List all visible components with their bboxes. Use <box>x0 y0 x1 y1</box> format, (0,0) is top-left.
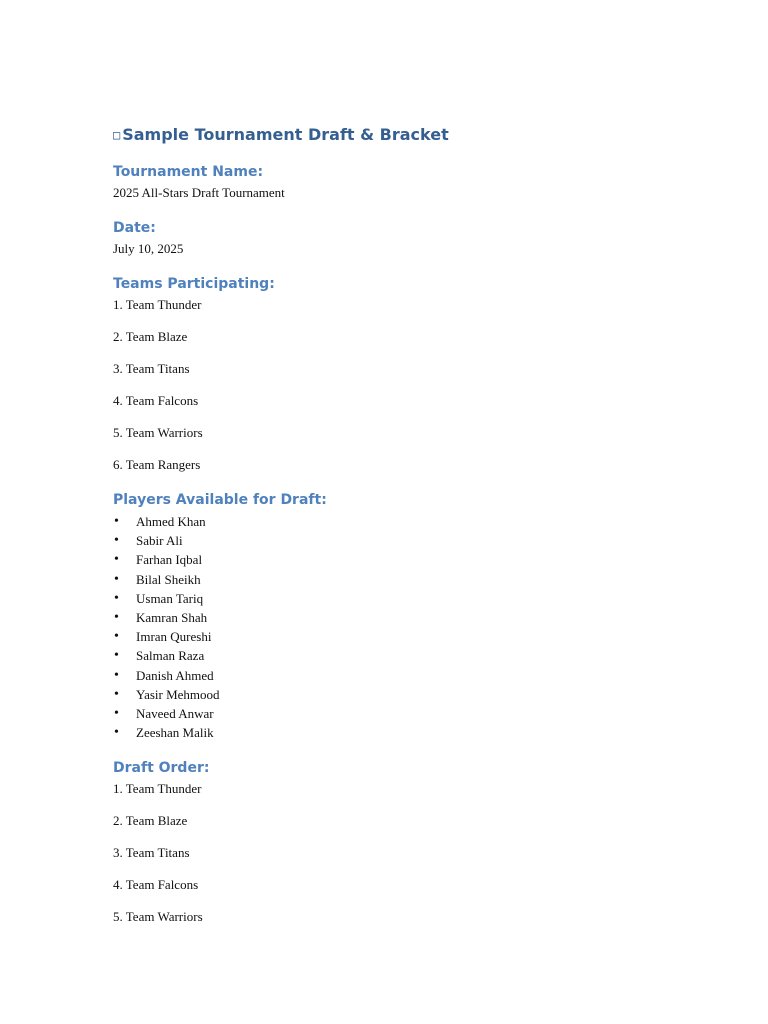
document-body <box>113 124 673 926</box>
player-item <box>113 627 673 646</box>
bullet-icon: • <box>114 686 119 702</box>
draft-order-item: 1. Team Thunder <box>113 781 202 797</box>
player-name: Farhan Iqbal <box>136 552 203 568</box>
player-item <box>113 531 673 550</box>
team-item: 6. Team Rangers <box>113 457 201 472</box>
bullet-icon: • <box>114 552 119 568</box>
draft-order-list <box>113 780 673 926</box>
teams-list <box>113 296 673 474</box>
bullet-icon: • <box>114 705 119 721</box>
bullet-icon: • <box>114 571 119 587</box>
tournament-name-value: 2025 All-Stars Draft Tournament <box>113 185 285 200</box>
player-item <box>113 512 673 531</box>
player-name: Naveed Anwar <box>136 705 214 721</box>
player-name: Salman Raza <box>136 648 205 664</box>
draft-order-item: 2. Team Blaze <box>113 813 188 829</box>
player-name: Sabir Ali <box>136 533 183 549</box>
player-name: Danish Ahmed <box>136 667 214 683</box>
player-name: Bilal Sheikh <box>136 571 201 587</box>
player-name: Zeeshan Malik <box>136 725 214 741</box>
draft-order-item: 4. Team Falcons <box>113 877 199 893</box>
document-title-text: Sample Tournament Draft & Bracket <box>122 125 449 144</box>
document-title <box>113 124 673 146</box>
player-name: Imran Qureshi <box>136 629 212 645</box>
bullet-icon: • <box>114 725 119 741</box>
date-heading: Date: <box>113 220 156 236</box>
bullet-icon: • <box>114 648 119 664</box>
team-item: 5. Team Warriors <box>113 425 203 440</box>
draft-order-item: 5. Team Warriors <box>113 909 203 925</box>
player-item <box>113 646 673 665</box>
players-heading: Players Available for Draft: <box>113 492 327 508</box>
team-item: 1. Team Thunder <box>113 297 202 312</box>
bullet-icon: • <box>114 609 119 625</box>
player-item <box>113 723 673 742</box>
player-name: Usman Tariq <box>136 590 204 606</box>
bullet-icon: • <box>114 629 119 645</box>
bullet-icon: • <box>114 667 119 683</box>
player-item <box>113 666 673 685</box>
team-item: 3. Team Titans <box>113 361 190 376</box>
team-item: 4. Team Falcons <box>113 393 199 408</box>
bullet-icon: • <box>114 514 119 529</box>
bullet-icon: • <box>114 533 119 549</box>
tournament-name-heading: Tournament Name: <box>113 164 264 180</box>
draft-order-heading: Draft Order: <box>113 760 210 777</box>
player-item <box>113 685 673 704</box>
player-item <box>113 550 673 569</box>
date-value: July 10, 2025 <box>113 241 184 256</box>
player-item <box>113 589 673 608</box>
player-name: Ahmed Khan <box>136 514 206 529</box>
team-item: 2. Team Blaze <box>113 329 188 344</box>
bullet-icon: • <box>114 590 119 606</box>
player-name: Kamran Shah <box>136 609 208 625</box>
player-item <box>113 608 673 627</box>
player-item <box>113 570 673 589</box>
player-name: Yasir Mehmood <box>136 686 220 702</box>
missing-glyph-icon: □ <box>113 128 121 142</box>
teams-heading: Teams Participating: <box>113 276 275 292</box>
draft-order-item: 3. Team Titans <box>113 845 190 861</box>
players-list <box>113 512 673 742</box>
player-item <box>113 704 673 723</box>
